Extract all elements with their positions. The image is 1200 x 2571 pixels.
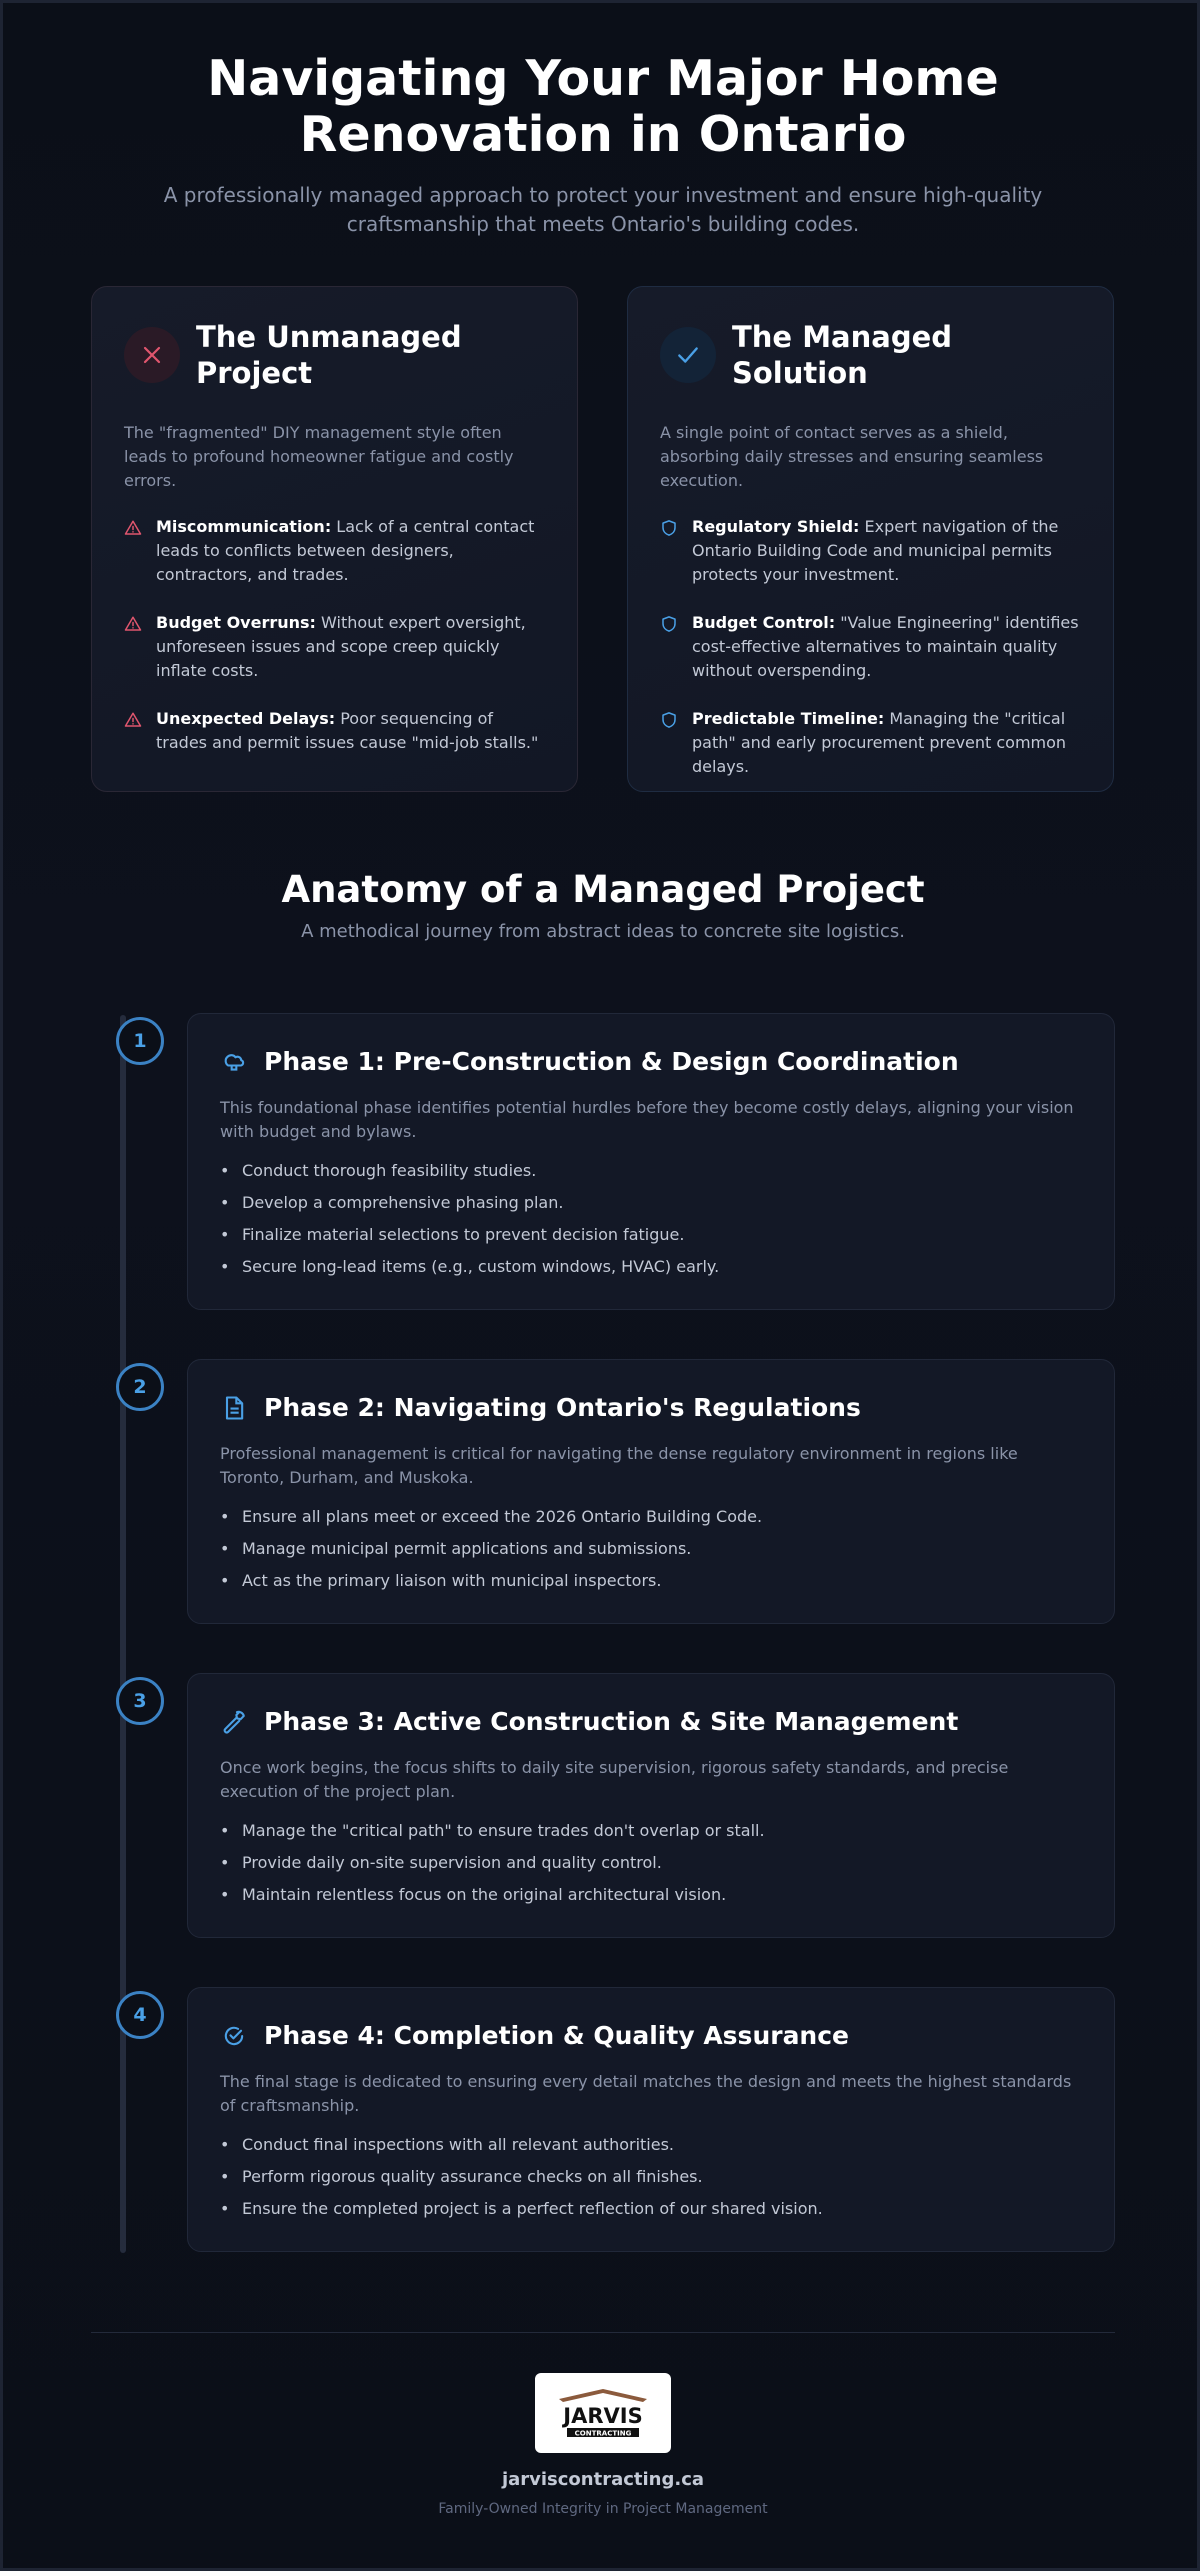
list-item: • Develop a comprehensive phasing plan.	[220, 1192, 1082, 1214]
unmanaged-project-card	[91, 286, 578, 792]
point-text: Without expert oversight, unforeseen issues and scope creep quickly inflate costs.	[156, 613, 526, 680]
website-link[interactable]: jarviscontracting.ca	[501, 2469, 705, 2490]
list-item: • Act as the primary liaison with municipal inspectors.	[220, 1570, 1082, 1592]
check-circle-icon	[220, 2022, 248, 2050]
phase-card-2	[187, 1359, 1115, 1624]
timeline-line	[120, 1015, 126, 2253]
page-subtitle: A professionally managed approach to protect your investment and ensure high-quality craftsmanship that meets Ontario's building codes.	[163, 183, 1043, 236]
x-icon	[124, 327, 180, 383]
list-item: • Ensure all plans meet or exceed the 2026 Ontario Building Code.	[220, 1506, 1082, 1528]
section-subtitle: A methodical journey from abstract ideas to concrete site logistics.	[301, 921, 905, 942]
warning-icon	[124, 519, 140, 535]
shield-icon	[660, 615, 676, 631]
list-item	[124, 515, 545, 587]
warning-icon	[124, 711, 140, 727]
card-header	[660, 319, 1081, 391]
phase-checklist	[220, 1820, 1082, 1906]
card-header	[124, 319, 545, 391]
phase-number-badge: 3	[116, 1677, 164, 1725]
jarvis-logo-icon	[553, 2383, 653, 2443]
phase-description: Professional management is critical for navigating the dense regulatory environment in regions like Toronto, Durham, and Muskoka.	[220, 1444, 1018, 1487]
point-label: Budget Control:	[692, 613, 836, 632]
phase-description: Once work begins, the focus shifts to daily site supervision, rigorous safety standards, and precise execution of the project plan.	[220, 1758, 1009, 1801]
phase-checklist	[220, 2134, 1082, 2220]
card-intro: A single point of contact serves as a shield, absorbing daily stresses and ensuring seamless execution.	[660, 423, 1044, 490]
card-title: The Managed Solution	[732, 320, 953, 390]
phase-checklist	[220, 1160, 1082, 1278]
list-item: • Finalize material selections to prevent decision fatigue.	[220, 1224, 1082, 1246]
phase-number-badge: 1	[116, 1017, 164, 1065]
logo-main-text: JARVIS	[563, 2404, 643, 2428]
point-label: Unexpected Delays:	[156, 709, 336, 728]
list-item: • Maintain relentless focus on the original architectural vision.	[220, 1884, 1082, 1906]
card-title: The Unmanaged Project	[196, 320, 462, 390]
phase-card-4	[187, 1987, 1115, 2252]
list-item: • Conduct final inspections with all relevant authorities.	[220, 2134, 1082, 2156]
point-text: Lack of a central contact leads to conflicts between designers, contractors, and trades.	[156, 517, 535, 584]
phase-title: Phase 4: Completion & Quality Assurance	[264, 2021, 850, 2050]
lightbulb-icon	[220, 1048, 248, 1076]
shield-icon	[660, 519, 676, 535]
page-title: Navigating Your Major Home Renovation in Ontario	[207, 50, 999, 163]
document-icon	[220, 1394, 248, 1422]
point-text: "Value Engineering" identifies cost-effective alternatives to maintain quality without overspending.	[692, 613, 1079, 680]
benefit-list	[660, 515, 1081, 779]
list-item	[124, 707, 545, 755]
wrench-icon	[220, 1708, 248, 1736]
list-item	[124, 611, 545, 683]
phase-card-3	[187, 1673, 1115, 1938]
list-item: • Perform rigorous quality assurance checks on all finishes.	[220, 2166, 1082, 2188]
list-item	[660, 611, 1081, 683]
phase-description: This foundational phase identifies potential hurdles before they become costly delays, aligning your vision with budget and bylaws.	[220, 1098, 1074, 1141]
list-item: • Provide daily on-site supervision and quality control.	[220, 1852, 1082, 1874]
point-label: Regulatory Shield:	[692, 517, 860, 536]
phase-number-badge: 4	[116, 1991, 164, 2039]
point-label: Miscommunication:	[156, 517, 332, 536]
list-item: • Conduct thorough feasibility studies.	[220, 1160, 1082, 1182]
company-logo[interactable]	[535, 2373, 671, 2453]
list-item	[660, 707, 1081, 779]
list-item: • Manage the "critical path" to ensure trades don't overlap or stall.	[220, 1820, 1082, 1842]
card-intro: The "fragmented" DIY management style often leads to profound homeowner fatigue and costly errors.	[124, 423, 514, 490]
point-text: Managing the "critical path" and early procurement prevent common delays.	[692, 709, 1067, 776]
phase-title: Phase 3: Active Construction & Site Management	[264, 1707, 959, 1736]
phase-card-1	[187, 1013, 1115, 1310]
list-item: • Manage municipal permit applications and submissions.	[220, 1538, 1082, 1560]
phase-number-badge: 2	[116, 1363, 164, 1411]
managed-solution-card	[627, 286, 1114, 792]
phase-title: Phase 2: Navigating Ontario's Regulations	[264, 1393, 861, 1422]
point-text: Poor sequencing of trades and permit issues cause "mid-job stalls."	[156, 709, 539, 752]
check-icon	[660, 327, 716, 383]
logo-sub-text: CONTRACTING	[574, 2429, 632, 2438]
point-label: Budget Overruns:	[156, 613, 316, 632]
warning-icon	[124, 615, 140, 631]
section-title: Anatomy of a Managed Project	[281, 868, 925, 911]
shield-icon	[660, 711, 676, 727]
risk-list	[124, 515, 545, 755]
footer-tagline: Family-Owned Integrity in Project Management	[438, 2501, 768, 2517]
hero	[3, 51, 1200, 239]
phase-description: The final stage is dedicated to ensuring every detail matches the design and meets the highest standards of craftsmanship.	[220, 2072, 1072, 2115]
point-label: Predictable Timeline:	[692, 709, 885, 728]
phase-checklist	[220, 1506, 1082, 1592]
point-text: Expert navigation of the Ontario Building Code and municipal permits protects your investment.	[692, 517, 1059, 584]
phase-title: Phase 1: Pre-Construction & Design Coordination	[264, 1047, 959, 1076]
list-item: • Secure long-lead items (e.g., custom windows, HVAC) early.	[220, 1256, 1082, 1278]
footer-divider	[91, 2332, 1115, 2333]
list-item	[660, 515, 1081, 587]
list-item: • Ensure the completed project is a perfect reflection of our shared vision.	[220, 2198, 1082, 2220]
